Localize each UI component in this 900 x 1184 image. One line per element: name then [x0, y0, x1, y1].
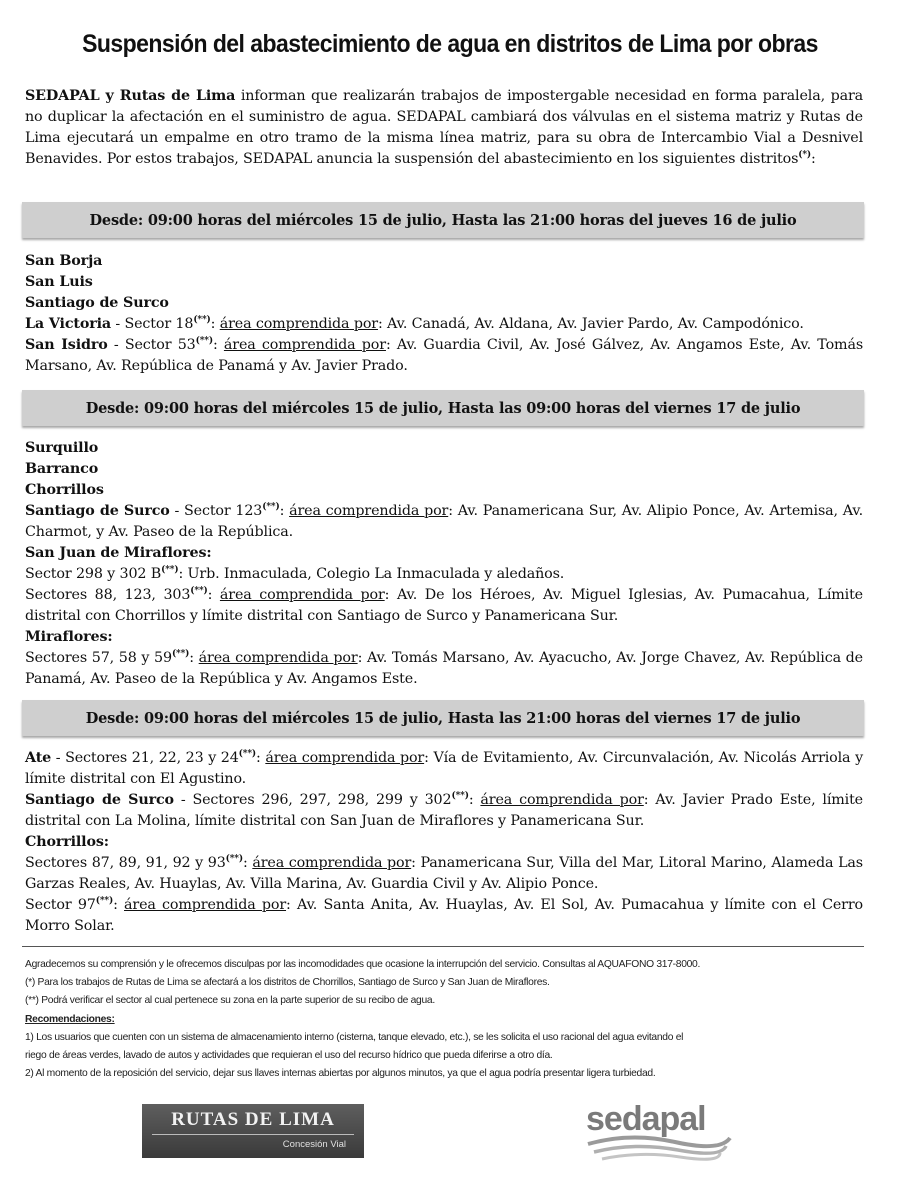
- rutas-de-lima-logo: [142, 1104, 364, 1158]
- rutas-logo-line: [152, 1134, 354, 1135]
- sjm-sector-a: [25, 564, 863, 585]
- colon: :: [448, 503, 458, 519]
- colon: :: [242, 855, 253, 871]
- schedule-band-3: Desde: 09:00 horas del miércoles 15 de julio, Hasta las 21:00 horas del viernes 17 de julio: [22, 700, 864, 736]
- footnote-mark: (**): [262, 502, 280, 513]
- schedule-band-1: Desde: 09:00 horas del miércoles 15 de julio, Hasta las 21:00 horas del jueves 16 de julio: [22, 202, 864, 238]
- district-san-borja: San Borja: [25, 253, 103, 269]
- sector-label: Sector 298 y 302 B: [25, 566, 162, 582]
- sector-label: Sectores 57, 58 y 59: [25, 650, 172, 666]
- colon: :: [210, 316, 220, 332]
- intro-bold: SEDAPAL y Rutas de Lima: [25, 88, 236, 104]
- footnote-mark: (**): [161, 565, 179, 576]
- rutas-logo-name: RUTAS DE LIMA: [171, 1109, 335, 1130]
- sector-label: Sectores 88, 123, 303: [25, 587, 191, 603]
- area-label: área comprendida por: [252, 855, 412, 871]
- streets: Av. De los Héroes, Av. Miguel Iglesias, Av. Pumacahua, Límite distrital con Chorrillos y límite distrital con Santiago de Surco y Panamericana Sur.: [25, 587, 863, 624]
- sedapal-wave-1: [588, 1137, 730, 1146]
- colon: :: [468, 792, 481, 808]
- colon: :: [279, 503, 290, 519]
- district-barranco: Barranco: [25, 461, 99, 477]
- area-label: área comprendida por: [265, 750, 425, 766]
- divider: [22, 946, 864, 947]
- section-1-districts: [25, 251, 863, 377]
- district-name: Santiago de Surco: [25, 503, 170, 519]
- footnote-1: (*) Para los trabajos de Rutas de Lima se afectará a los distritos de Chorrillos, Santiago de Surco y San Juan de Miraflores.: [25, 977, 550, 989]
- streets: Av. Canadá, Av. Aldana, Av. Javier Pardo, Av. Campodónico.: [387, 316, 804, 332]
- area-label: área comprendida por: [289, 503, 449, 519]
- footnote-mark: (**): [95, 896, 114, 907]
- district-santiago-de-surco-3: [25, 790, 863, 832]
- area-label: área comprendida por: [480, 792, 644, 808]
- district-ate: [25, 748, 863, 790]
- footnote-mark: (**): [451, 791, 469, 802]
- colon: :: [385, 337, 397, 353]
- colon: :: [357, 650, 367, 666]
- colon: :: [643, 792, 656, 808]
- colon: :: [424, 750, 434, 766]
- colon: :: [256, 750, 266, 766]
- sedapal-logo: [580, 1092, 740, 1172]
- footnote-mark: (**): [193, 315, 211, 326]
- colon: :: [286, 897, 297, 913]
- area-label: área comprendida por: [219, 316, 378, 332]
- district-chorrillos: Chorrillos: [25, 482, 104, 498]
- district-surquillo: Surquillo: [25, 440, 99, 456]
- sector-label: - Sectores 21, 22, 23 y 24: [51, 750, 239, 766]
- sector-label: Sector 97: [25, 897, 96, 913]
- sector-label: - Sectores 296, 297, 298, 299 y 302: [173, 792, 452, 808]
- streets: Panamericana Sur, Villa del Mar, Litoral Marino, Alameda Las Garzas Reales, Av. Huaylas, Av. Villa Marina, Av. Guardia Civil y Av. Alipio Ponce.: [25, 855, 863, 892]
- section-2-districts: [25, 438, 863, 690]
- thanks-note: Agradecemos su comprensión y le ofrecemos disculpas por las incomodidades que ocasione la interrupción del servicio. Consultas al AQUAFONO 317-8000.: [25, 959, 701, 970]
- area-label: área comprendida por: [198, 650, 358, 666]
- streets: : Urb. Inmaculada, Colegio La Inmaculada y aledaños.: [178, 566, 565, 582]
- streets: Vía de Evitamiento, Av. Circunvalación, Av. Nicolás Arriola y límite distrital con El Agustino.: [25, 750, 864, 787]
- streets: Av. Tomás Marsano, Av. Ayacucho, Av. Jorge Chavez, Av. República de Panamá, Av. Paseo de la República y Av. Angamos Este.: [25, 650, 863, 687]
- streets: Av. Panamericana Sur, Av. Alipio Ponce, Av. Artemisa, Av. Charmot, y Av. Paseo de la República.: [25, 503, 863, 540]
- section-3-districts: [25, 748, 863, 937]
- recommendation-1b: riego de áreas verdes, lavado de autos y actividades que requieran el uso del recurso hídrico que pueda diferirse a otro día.: [25, 1050, 553, 1062]
- colon: :: [113, 897, 125, 913]
- area-label: área comprendida por: [124, 897, 287, 913]
- footnote-mark: (**): [195, 336, 213, 347]
- district-name: Santiago de Surco: [25, 792, 174, 808]
- footnote-2: (**) Podrá verificar el sector al cual pertenece su zona en la parte superior de su recibo de agua.: [25, 995, 435, 1007]
- streets: Av. Javier Prado Este, límite distrital con La Molina, límite distrital con San Juan de Miraflores y Panamericana Sur.: [25, 792, 863, 829]
- area-label: área comprendida por: [223, 337, 386, 353]
- footnote-mark: (**): [225, 854, 243, 865]
- page-title: Suspensión del abastecimiento de agua en distritos de Lima por obras: [82, 30, 818, 58]
- footnote-mark: (**): [171, 649, 190, 660]
- recommendation-1a: 1) Los usuarios que cuenten con un sistema de almacenamiento interno (cisterna, tanque elevado, etc.), se les solicita el uso racional del agua evitando el: [25, 1031, 684, 1043]
- district-la-victoria: [25, 314, 863, 335]
- intro-footnote-mark: (*): [798, 150, 812, 161]
- district-name: San Isidro: [25, 337, 108, 353]
- footnote-mark: (**): [190, 586, 208, 597]
- sector-label: Sectores 87, 89, 91, 92 y 93: [25, 855, 226, 871]
- district-santiago-de-surco-2: [25, 501, 863, 543]
- colon: :: [207, 587, 220, 603]
- sector-label: - Sector 53: [107, 337, 196, 353]
- intro-paragraph: [25, 86, 863, 170]
- recommendations-title: Recomendaciones:: [25, 1013, 115, 1025]
- district-san-juan-de-miraflores: San Juan de Miraflores:: [25, 545, 212, 561]
- district-miraflores: Miraflores:: [25, 629, 113, 645]
- colon: :: [212, 337, 224, 353]
- colon: :: [384, 587, 397, 603]
- district-san-luis: San Luis: [25, 274, 93, 290]
- colon: :: [377, 316, 388, 332]
- district-name: La Victoria: [25, 316, 111, 332]
- intro-end: :: [811, 151, 816, 167]
- district-name: Ate: [25, 750, 52, 766]
- footnote-mark: (**): [238, 749, 257, 760]
- sector-label: - Sector 123: [169, 503, 263, 519]
- footnotes: [25, 956, 865, 1083]
- colon: :: [189, 650, 199, 666]
- sector-label: - Sector 18: [111, 316, 194, 332]
- streets: Av. Santa Anita, Av. Huaylas, Av. El Sol, Av. Pumacahua y límite con el Cerro Morro Solar.: [25, 897, 864, 934]
- district-san-isidro: [25, 335, 863, 377]
- schedule-band-2: Desde: 09:00 horas del miércoles 15 de julio, Hasta las 09:00 horas del viernes 17 de julio: [22, 390, 864, 426]
- rutas-logo-sub: Concesión Vial: [282, 1139, 346, 1150]
- chorrillos-sectors-a: [25, 853, 863, 895]
- district-santiago-de-surco: Santiago de Surco: [25, 295, 169, 311]
- sedapal-logo-text: sedapal: [586, 1100, 706, 1138]
- intro-text: informan que realizarán trabajos de impostergable necesidad en forma paralela, para no duplicar la afectación en el suministro de agua. SEDAPAL cambiará dos válvulas en el sistema matriz y Rutas de Lima ejecutará un empalme en otro tramo de la misma línea matriz, para su obra de Intercambio Vial a Desnivel Benavides. Por estos trabajos, SEDAPAL anuncia la suspensión del abastecimiento en los siguientes distritos: [25, 88, 864, 167]
- chorrillos-sector-b: [25, 895, 863, 937]
- recommendation-2: 2) Al momento de la reposición del servicio, dejar sus llaves internas abiertas por algunos minutos, ya que el agua podría presentar ligera turbiedad.: [25, 1068, 656, 1080]
- sjm-sector-b: [25, 585, 863, 627]
- area-label: área comprendida por: [219, 587, 385, 603]
- district-chorrillos-2: Chorrillos:: [25, 834, 109, 850]
- streets: Av. Guardia Civil, Av. José Gálvez, Av. Angamos Este, Av. Tomás Marsano, Av. República de Panamá y Av. Javier Prado.: [25, 337, 864, 374]
- colon: :: [411, 855, 421, 871]
- miraflores-sectors: [25, 648, 863, 690]
